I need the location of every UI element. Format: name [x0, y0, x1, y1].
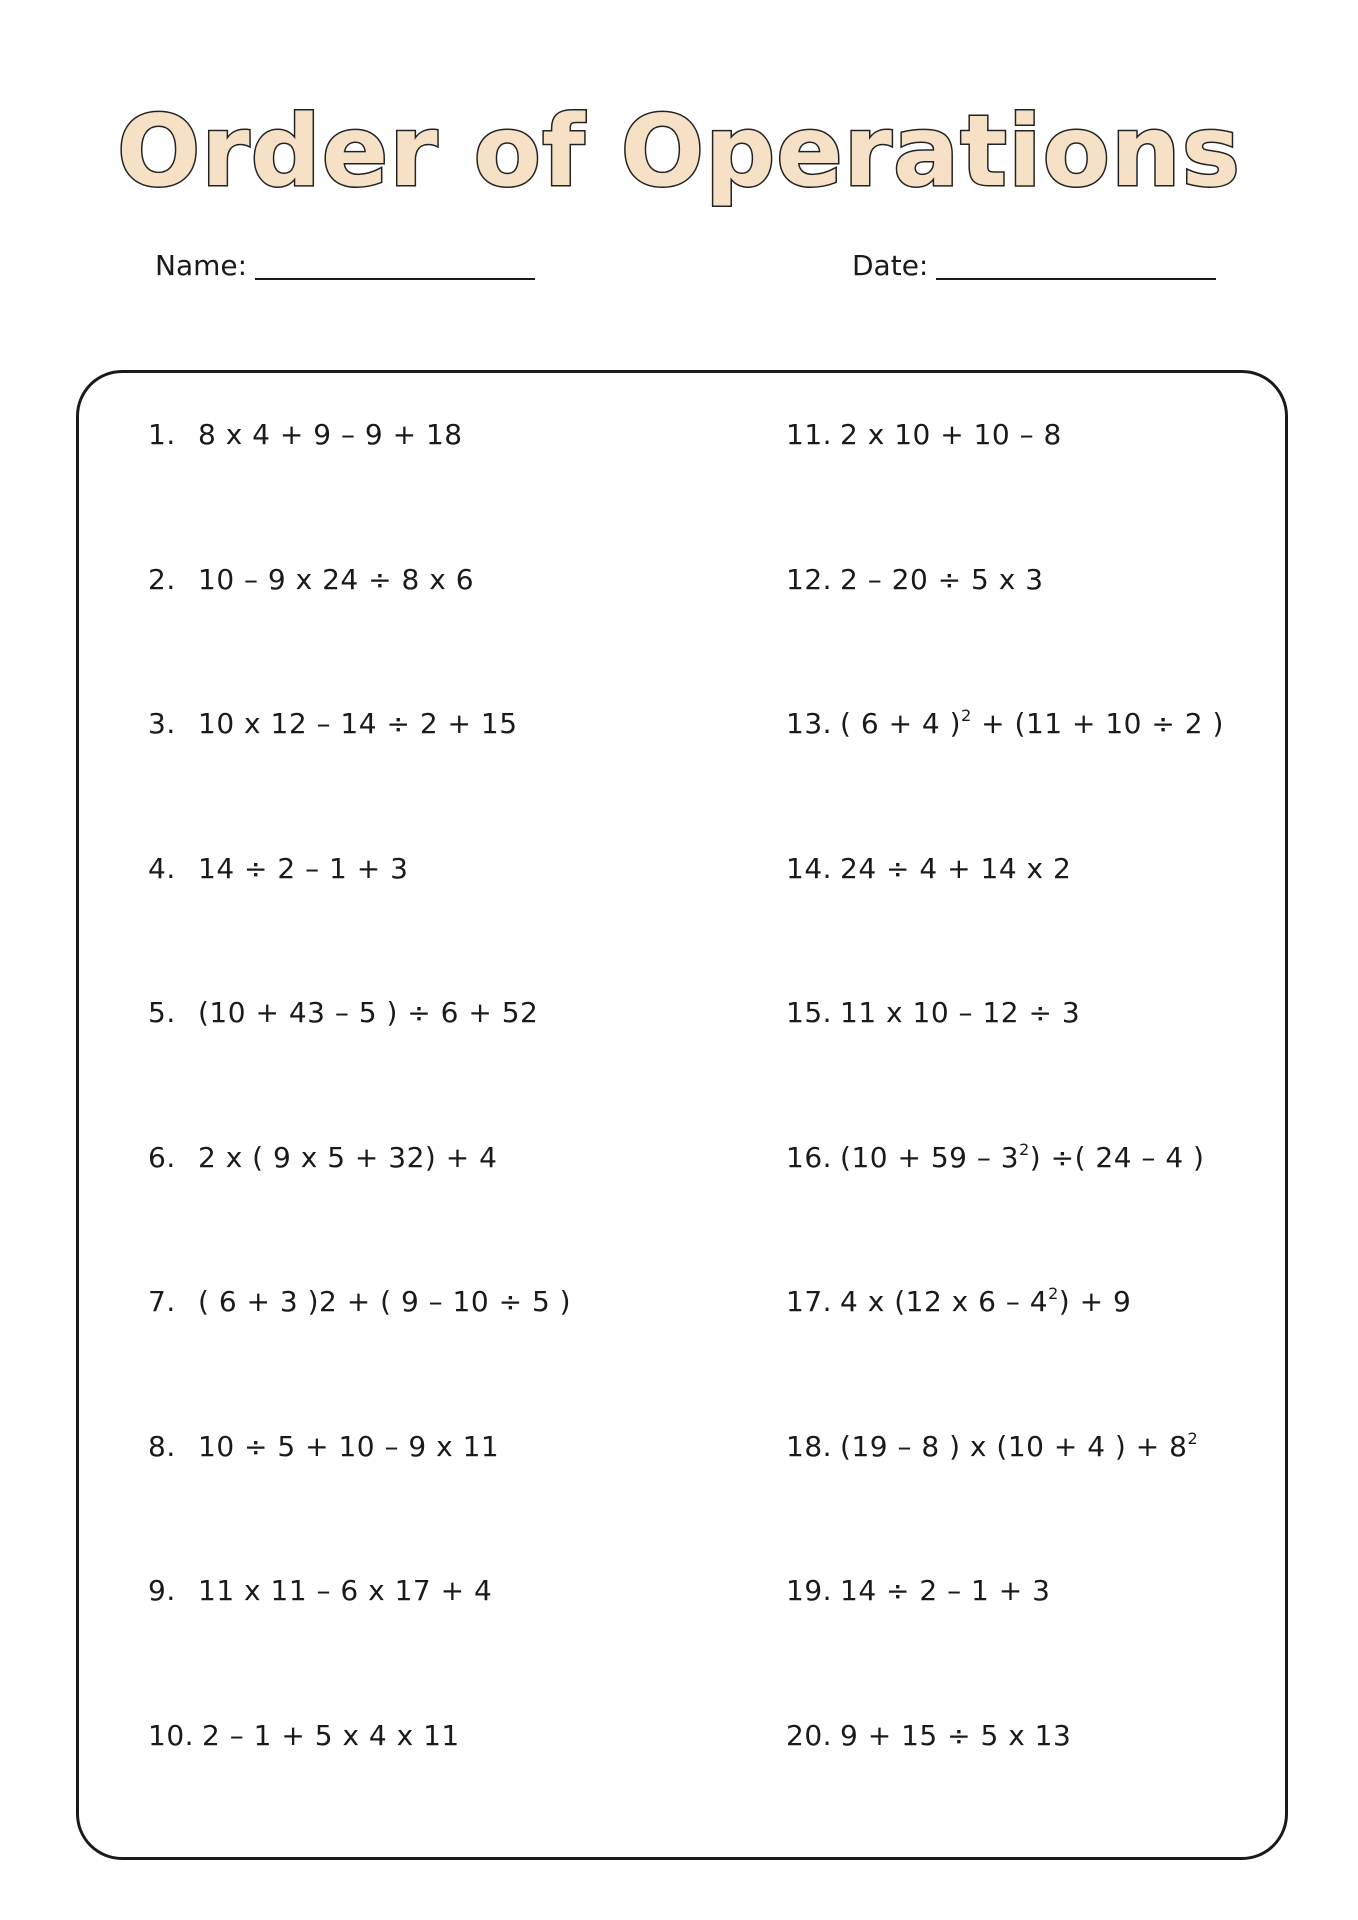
problem-expression [840, 1280, 1131, 1324]
problem-expression [840, 991, 1080, 1035]
problem-11 [786, 413, 1062, 457]
problem-5 [148, 991, 538, 1035]
problem-number: 19. [786, 1574, 833, 1607]
problem-13 [786, 702, 1224, 746]
expression-text: (19 – 8 ) x (10 + 4 ) + 8 [840, 1430, 1188, 1463]
problem-19 [786, 1569, 1050, 1613]
problem-10 [148, 1714, 460, 1758]
problem-number: 15. [786, 996, 833, 1029]
problem-expression [840, 1714, 1071, 1758]
problem-number: 5. [148, 996, 176, 1029]
problem-number: 20. [786, 1719, 833, 1752]
problem-expression [198, 1280, 571, 1324]
expression-text: 9 + 15 ÷ 5 x 13 [840, 1719, 1072, 1752]
problem-expression [198, 847, 408, 891]
page-title: Order of Operations [116, 95, 1242, 209]
problem-7 [148, 1280, 571, 1324]
exponent: 2 [1019, 1139, 1030, 1159]
problem-expression [198, 702, 518, 746]
problem-expression [202, 1714, 460, 1758]
problem-3 [148, 702, 518, 746]
date-blank-line[interactable] [936, 248, 1216, 280]
expression-text: 2 x 10 + 10 – 8 [840, 418, 1062, 451]
problem-number: 6. [148, 1141, 176, 1174]
problem-number: 8. [148, 1430, 176, 1463]
date-label: Date: [852, 249, 929, 282]
expression-text: 10 – 9 x 24 ÷ 8 x 6 [198, 563, 475, 596]
problem-expression [840, 558, 1044, 602]
problem-9 [148, 1569, 492, 1613]
expression-text: 2 x ( 9 x 5 + 32) + 4 [198, 1141, 498, 1174]
expression-text: 8 x 4 + 9 – 9 + 18 [198, 418, 463, 451]
problem-15 [786, 991, 1080, 1035]
expression-text: ) + 9 [1058, 1285, 1132, 1318]
expression-text: 11 x 11 – 6 x 17 + 4 [198, 1574, 493, 1607]
problem-expression [840, 1425, 1198, 1469]
date-field[interactable] [852, 246, 1216, 286]
expression-text: 2 – 1 + 5 x 4 x 11 [202, 1719, 460, 1752]
problem-number: 14. [786, 852, 833, 885]
problem-expression [840, 702, 1224, 746]
problem-number: 13. [786, 707, 833, 740]
problem-expression [840, 847, 1071, 891]
problem-2 [148, 558, 474, 602]
expression-text: 2 – 20 ÷ 5 x 3 [840, 563, 1044, 596]
problem-expression [198, 1569, 492, 1613]
problem-number: 11. [786, 418, 833, 451]
expression-text: 14 ÷ 2 – 1 + 3 [840, 1574, 1051, 1607]
problem-number: 16. [786, 1141, 833, 1174]
problem-number: 3. [148, 707, 176, 740]
problem-16 [786, 1136, 1204, 1180]
problem-12 [786, 558, 1044, 602]
exponent: 2 [1048, 1283, 1059, 1303]
expression-text: (10 + 59 – 3 [840, 1141, 1020, 1174]
problem-expression [198, 1425, 499, 1469]
expression-text: 4 x (12 x 6 – 4 [840, 1285, 1049, 1318]
problem-18 [786, 1425, 1198, 1469]
expression-text: + (11 + 10 ÷ 2 ) [971, 707, 1224, 740]
exponent: 2 [1187, 1428, 1199, 1448]
name-label: Name: [155, 249, 248, 282]
problem-number: 9. [148, 1574, 176, 1607]
expression-text: ( 6 + 4 ) [840, 707, 962, 740]
problem-expression [198, 991, 538, 1035]
expression-text: 24 ÷ 4 + 14 x 2 [840, 852, 1072, 885]
problem-14 [786, 847, 1071, 891]
expression-text: 11 x 10 – 12 ÷ 3 [840, 996, 1081, 1029]
problem-expression [840, 1569, 1050, 1613]
exponent: 2 [961, 705, 972, 725]
name-field[interactable] [155, 246, 535, 286]
problem-expression [840, 413, 1062, 457]
problem-number: 12. [786, 563, 833, 596]
problem-8 [148, 1425, 499, 1469]
problem-number: 4. [148, 852, 176, 885]
problem-expression [198, 1136, 497, 1180]
expression-text: ( 6 + 3 )2 + ( 9 – 10 ÷ 5 ) [198, 1285, 572, 1318]
problem-20 [786, 1714, 1071, 1758]
expression-text: 10 x 12 – 14 ÷ 2 + 15 [198, 707, 518, 740]
expression-text: (10 + 43 – 5 ) ÷ 6 + 52 [198, 996, 539, 1029]
problem-expression [198, 558, 474, 602]
problem-number: 10. [148, 1719, 195, 1752]
problem-number: 2. [148, 563, 176, 596]
expression-text: 14 ÷ 2 – 1 + 3 [198, 852, 409, 885]
problem-1 [148, 413, 463, 457]
problem-number: 1. [148, 418, 176, 451]
problem-6 [148, 1136, 497, 1180]
name-blank-line[interactable] [255, 248, 535, 280]
problem-number: 18. [786, 1430, 833, 1463]
expression-text: ) ÷( 24 – 4 ) [1029, 1141, 1205, 1174]
problem-number: 7. [148, 1285, 176, 1318]
problem-4 [148, 847, 408, 891]
expression-text: 10 ÷ 5 + 10 – 9 x 11 [198, 1430, 500, 1463]
problem-17 [786, 1280, 1131, 1324]
problem-number: 17. [786, 1285, 833, 1318]
problem-expression [198, 413, 463, 457]
problem-expression [840, 1136, 1204, 1180]
